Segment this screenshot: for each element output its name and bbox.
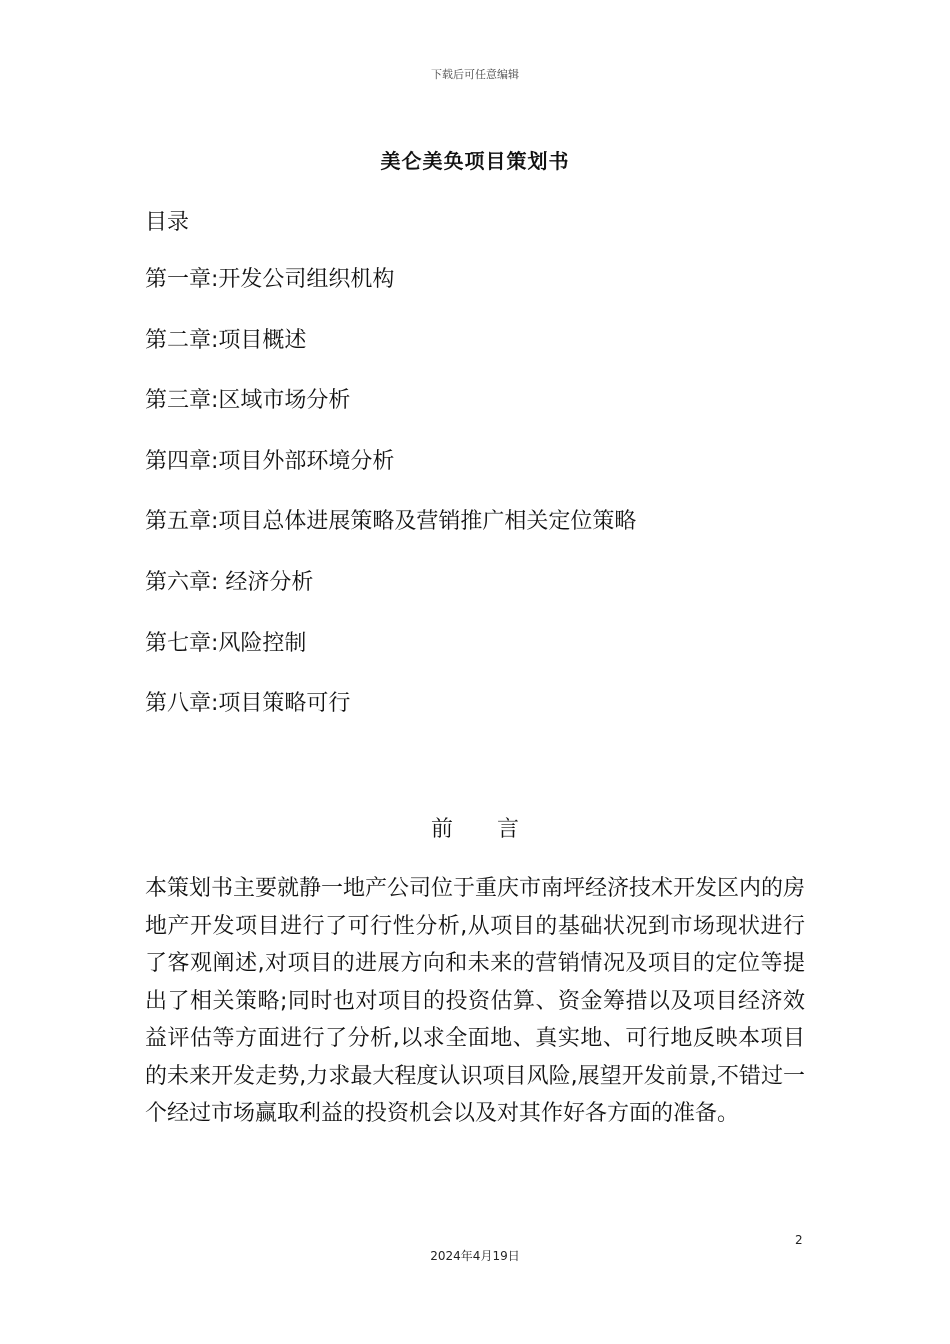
preface-paragraph: 本策划书主要就静一地产公司位于重庆市南坪经济技术开发区内的房地产开发项目进行了可行性分析,从项目的基础状况到市场现状进行了客观阐述,对项目的进展方向和未来的营销情况及项目的定位等提出了相关策略;同时也对项目的投资估算、资金筹措以及项目经济效益评估等方面进行了分析,以求全面地、真实地、可行地反映本项目的未来开发走势,力求最大程度认识项目风险,展望开发前景,不错过一个经过市场赢取利益的投资机会以及对其作好各方面的准备。 — [145, 876, 806, 1126]
preface-heading: 前 言 — [430, 817, 519, 842]
page-header: 下载后可任意编辑 — [431, 68, 519, 81]
toc-item-chapter-8: 第八章:项目策略可行 — [145, 691, 351, 717]
table-of-contents — [145, 265, 636, 750]
toc-item-chapter-4: 第四章:项目外部环境分析 — [145, 448, 395, 474]
footer-date: 2024年4月19日 — [430, 1249, 520, 1263]
toc-item-chapter-5: 第五章:项目总体进展策略及营销推广相关定位策略 — [145, 509, 637, 535]
toc-heading: 目录 — [145, 210, 190, 235]
toc-item-chapter-1: 第一章:开发公司组织机构 — [145, 267, 395, 292]
toc-item-chapter-3: 第三章:区域市场分析 — [145, 388, 351, 414]
document-title: 美仑美奂项目策划书 — [380, 149, 570, 173]
toc-item-chapter-6: 第六章: 经济分析 — [145, 569, 314, 595]
toc-item-chapter-7: 第七章:风险控制 — [145, 630, 307, 656]
page-number: 2 — [795, 1233, 803, 1247]
toc-item-chapter-2: 第二章:项目概述 — [145, 327, 307, 353]
